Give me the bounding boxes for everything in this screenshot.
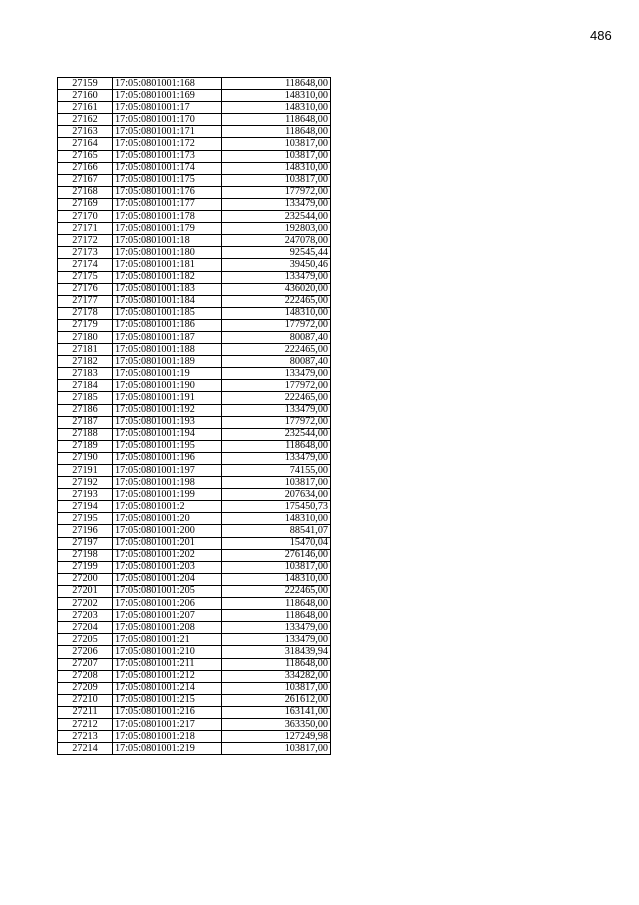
cadastral-number-cell: 17:05:0801001:215	[113, 694, 222, 706]
table-row	[58, 138, 331, 150]
table-row	[58, 404, 331, 416]
table-row	[58, 416, 331, 428]
cadastral-number-cell: 17:05:0801001:170	[113, 114, 222, 126]
row-number-cell: 27195	[58, 513, 113, 525]
cadastral-number-cell: 17:05:0801001:204	[113, 573, 222, 585]
value-cell: 133479,00	[222, 452, 331, 464]
cadastral-number-cell: 17:05:0801001:211	[113, 658, 222, 670]
cadastral-number-cell: 17:05:0801001:180	[113, 247, 222, 259]
cadastral-number-cell: 17:05:0801001:184	[113, 295, 222, 307]
value-cell: 80087,40	[222, 356, 331, 368]
value-cell: 192803,00	[222, 223, 331, 235]
cadastral-number-cell: 17:05:0801001:203	[113, 561, 222, 573]
row-number-cell: 27179	[58, 319, 113, 331]
table-row	[58, 513, 331, 525]
value-cell: 103817,00	[222, 682, 331, 694]
value-cell: 148310,00	[222, 162, 331, 174]
value-cell: 177972,00	[222, 416, 331, 428]
row-number-cell: 27159	[58, 78, 113, 90]
value-cell: 103817,00	[222, 174, 331, 186]
row-number-cell: 27191	[58, 465, 113, 477]
table-row	[58, 694, 331, 706]
table-row	[58, 307, 331, 319]
value-cell: 222465,00	[222, 392, 331, 404]
value-cell: 261612,00	[222, 694, 331, 706]
value-cell: 334282,00	[222, 670, 331, 682]
row-number-cell: 27196	[58, 525, 113, 537]
value-cell: 318439,94	[222, 646, 331, 658]
row-number-cell: 27204	[58, 622, 113, 634]
value-cell: 177972,00	[222, 186, 331, 198]
value-cell: 148310,00	[222, 513, 331, 525]
cadastral-number-cell: 17:05:0801001:199	[113, 489, 222, 501]
table-body	[58, 78, 331, 755]
row-number-cell: 27192	[58, 477, 113, 489]
row-number-cell: 27203	[58, 610, 113, 622]
row-number-cell: 27184	[58, 380, 113, 392]
table-row	[58, 295, 331, 307]
table-row	[58, 162, 331, 174]
row-number-cell: 27188	[58, 428, 113, 440]
cadastral-number-cell: 17:05:0801001:191	[113, 392, 222, 404]
row-number-cell: 27182	[58, 356, 113, 368]
cadastral-number-cell: 17:05:0801001:194	[113, 428, 222, 440]
table-row	[58, 380, 331, 392]
value-cell: 103817,00	[222, 138, 331, 150]
value-cell: 118648,00	[222, 114, 331, 126]
cadastral-number-cell: 17:05:0801001:205	[113, 585, 222, 597]
value-cell: 39450,46	[222, 259, 331, 271]
table-row	[58, 78, 331, 90]
row-number-cell: 27199	[58, 561, 113, 573]
value-cell: 103817,00	[222, 743, 331, 755]
value-cell: 118648,00	[222, 78, 331, 90]
value-cell: 175450,73	[222, 501, 331, 513]
cadastral-number-cell: 17:05:0801001:171	[113, 126, 222, 138]
value-cell: 133479,00	[222, 271, 331, 283]
table-row	[58, 235, 331, 247]
row-number-cell: 27166	[58, 162, 113, 174]
cadastral-number-cell: 17:05:0801001:208	[113, 622, 222, 634]
value-cell: 363350,00	[222, 718, 331, 730]
cadastral-number-cell: 17:05:0801001:182	[113, 271, 222, 283]
cadastral-number-cell: 17:05:0801001:174	[113, 162, 222, 174]
row-number-cell: 27183	[58, 368, 113, 380]
row-number-cell: 27180	[58, 331, 113, 343]
cadastral-number-cell: 17:05:0801001:195	[113, 440, 222, 452]
value-cell: 74155,00	[222, 465, 331, 477]
row-number-cell: 27211	[58, 706, 113, 718]
cadastral-number-cell: 17:05:0801001:185	[113, 307, 222, 319]
value-cell: 222465,00	[222, 585, 331, 597]
table-row	[58, 392, 331, 404]
table-row	[58, 259, 331, 271]
table-row	[58, 525, 331, 537]
cadastral-number-cell: 17:05:0801001:218	[113, 731, 222, 743]
table-row	[58, 622, 331, 634]
row-number-cell: 27164	[58, 138, 113, 150]
value-cell: 133479,00	[222, 622, 331, 634]
table-row	[58, 90, 331, 102]
table-row	[58, 561, 331, 573]
cadastral-number-cell: 17:05:0801001:190	[113, 380, 222, 392]
row-number-cell: 27173	[58, 247, 113, 259]
row-number-cell: 27165	[58, 150, 113, 162]
cadastral-number-cell: 17:05:0801001:177	[113, 198, 222, 210]
value-cell: 118648,00	[222, 598, 331, 610]
value-cell: 276146,00	[222, 549, 331, 561]
cadastral-number-cell: 17:05:0801001:18	[113, 235, 222, 247]
row-number-cell: 27212	[58, 718, 113, 730]
table-row	[58, 465, 331, 477]
row-number-cell: 27167	[58, 174, 113, 186]
table-row	[58, 573, 331, 585]
cadastral-number-cell: 17:05:0801001:196	[113, 452, 222, 464]
row-number-cell: 27174	[58, 259, 113, 271]
row-number-cell: 27187	[58, 416, 113, 428]
row-number-cell: 27178	[58, 307, 113, 319]
cadastral-number-cell: 17:05:0801001:178	[113, 211, 222, 223]
value-cell: 127249,98	[222, 731, 331, 743]
cadastral-number-cell: 17:05:0801001:192	[113, 404, 222, 416]
cadastral-number-cell: 17:05:0801001:179	[113, 223, 222, 235]
table-row	[58, 428, 331, 440]
table-row	[58, 598, 331, 610]
value-cell: 15470,04	[222, 537, 331, 549]
data-table	[57, 77, 331, 755]
value-cell: 177972,00	[222, 319, 331, 331]
cadastral-number-cell: 17:05:0801001:186	[113, 319, 222, 331]
value-cell: 163141,00	[222, 706, 331, 718]
value-cell: 222465,00	[222, 344, 331, 356]
cadastral-number-cell: 17:05:0801001:201	[113, 537, 222, 549]
row-number-cell: 27168	[58, 186, 113, 198]
table-row	[58, 150, 331, 162]
table-row	[58, 174, 331, 186]
value-cell: 88541,07	[222, 525, 331, 537]
value-cell: 222465,00	[222, 295, 331, 307]
cadastral-number-cell: 17:05:0801001:189	[113, 356, 222, 368]
table-row	[58, 646, 331, 658]
table-row	[58, 682, 331, 694]
row-number-cell: 27175	[58, 271, 113, 283]
value-cell: 103817,00	[222, 150, 331, 162]
row-number-cell: 27189	[58, 440, 113, 452]
value-cell: 148310,00	[222, 573, 331, 585]
value-cell: 80087,40	[222, 331, 331, 343]
row-number-cell: 27163	[58, 126, 113, 138]
row-number-cell: 27169	[58, 198, 113, 210]
table-row	[58, 368, 331, 380]
cadastral-number-cell: 17:05:0801001:188	[113, 344, 222, 356]
cadastral-number-cell: 17:05:0801001:206	[113, 598, 222, 610]
table-row	[58, 198, 331, 210]
value-cell: 118648,00	[222, 610, 331, 622]
table-row	[58, 319, 331, 331]
value-cell: 148310,00	[222, 90, 331, 102]
table-row	[58, 440, 331, 452]
value-cell: 177972,00	[222, 380, 331, 392]
row-number-cell: 27161	[58, 102, 113, 114]
cadastral-number-cell: 17:05:0801001:19	[113, 368, 222, 380]
row-number-cell: 27214	[58, 743, 113, 755]
cadastral-number-cell: 17:05:0801001:20	[113, 513, 222, 525]
table-row	[58, 706, 331, 718]
row-number-cell: 27197	[58, 537, 113, 549]
row-number-cell: 27177	[58, 295, 113, 307]
row-number-cell: 27172	[58, 235, 113, 247]
cadastral-number-cell: 17:05:0801001:214	[113, 682, 222, 694]
cadastral-number-cell: 17:05:0801001:173	[113, 150, 222, 162]
value-cell: 436020,00	[222, 283, 331, 295]
cadastral-number-cell: 17:05:0801001:176	[113, 186, 222, 198]
table-row	[58, 610, 331, 622]
cadastral-number-cell: 17:05:0801001:202	[113, 549, 222, 561]
value-cell: 92545,44	[222, 247, 331, 259]
value-cell: 118648,00	[222, 658, 331, 670]
table-row	[58, 501, 331, 513]
value-cell: 148310,00	[222, 102, 331, 114]
table-row	[58, 489, 331, 501]
cadastral-number-cell: 17:05:0801001:183	[113, 283, 222, 295]
cadastral-number-cell: 17:05:0801001:219	[113, 743, 222, 755]
table-row	[58, 731, 331, 743]
table-row	[58, 211, 331, 223]
value-cell: 133479,00	[222, 404, 331, 416]
value-cell: 232544,00	[222, 428, 331, 440]
value-cell: 103817,00	[222, 477, 331, 489]
row-number-cell: 27194	[58, 501, 113, 513]
value-cell: 133479,00	[222, 634, 331, 646]
row-number-cell: 27213	[58, 731, 113, 743]
row-number-cell: 27202	[58, 598, 113, 610]
cadastral-number-cell: 17:05:0801001:210	[113, 646, 222, 658]
value-cell: 232544,00	[222, 211, 331, 223]
cadastral-number-cell: 17:05:0801001:181	[113, 259, 222, 271]
table-row	[58, 102, 331, 114]
row-number-cell: 27190	[58, 452, 113, 464]
cadastral-number-cell: 17:05:0801001:200	[113, 525, 222, 537]
table-row	[58, 344, 331, 356]
table-row	[58, 634, 331, 646]
table-row	[58, 114, 331, 126]
page-number: 486	[590, 28, 612, 43]
cadastral-number-cell: 17:05:0801001:198	[113, 477, 222, 489]
table-row	[58, 126, 331, 138]
row-number-cell: 27170	[58, 211, 113, 223]
cadastral-number-cell: 17:05:0801001:169	[113, 90, 222, 102]
table-row	[58, 247, 331, 259]
row-number-cell: 27201	[58, 585, 113, 597]
row-number-cell: 27200	[58, 573, 113, 585]
cadastral-number-cell: 17:05:0801001:17	[113, 102, 222, 114]
cadastral-number-cell: 17:05:0801001:207	[113, 610, 222, 622]
row-number-cell: 27162	[58, 114, 113, 126]
cadastral-number-cell: 17:05:0801001:187	[113, 331, 222, 343]
value-cell: 133479,00	[222, 198, 331, 210]
cadastral-number-cell: 17:05:0801001:175	[113, 174, 222, 186]
cadastral-number-cell: 17:05:0801001:168	[113, 78, 222, 90]
row-number-cell: 27186	[58, 404, 113, 416]
table-row	[58, 186, 331, 198]
table-row	[58, 477, 331, 489]
cadastral-number-cell: 17:05:0801001:2	[113, 501, 222, 513]
table-row	[58, 585, 331, 597]
row-number-cell: 27185	[58, 392, 113, 404]
cadastral-number-cell: 17:05:0801001:21	[113, 634, 222, 646]
row-number-cell: 27206	[58, 646, 113, 658]
table-row	[58, 549, 331, 561]
row-number-cell: 27205	[58, 634, 113, 646]
cadastral-number-cell: 17:05:0801001:172	[113, 138, 222, 150]
value-cell: 118648,00	[222, 440, 331, 452]
row-number-cell: 27160	[58, 90, 113, 102]
table-row	[58, 223, 331, 235]
table-row	[58, 743, 331, 755]
row-number-cell: 27176	[58, 283, 113, 295]
row-number-cell: 27193	[58, 489, 113, 501]
cadastral-number-cell: 17:05:0801001:197	[113, 465, 222, 477]
row-number-cell: 27171	[58, 223, 113, 235]
cadastral-number-cell: 17:05:0801001:212	[113, 670, 222, 682]
row-number-cell: 27208	[58, 670, 113, 682]
table-row	[58, 452, 331, 464]
row-number-cell: 27209	[58, 682, 113, 694]
row-number-cell: 27198	[58, 549, 113, 561]
value-cell: 103817,00	[222, 561, 331, 573]
table-row	[58, 658, 331, 670]
cadastral-number-cell: 17:05:0801001:217	[113, 718, 222, 730]
table-row	[58, 718, 331, 730]
table-row	[58, 356, 331, 368]
table-row	[58, 331, 331, 343]
value-cell: 133479,00	[222, 368, 331, 380]
row-number-cell: 27207	[58, 658, 113, 670]
value-cell: 148310,00	[222, 307, 331, 319]
row-number-cell: 27181	[58, 344, 113, 356]
cadastral-number-cell: 17:05:0801001:216	[113, 706, 222, 718]
table-row	[58, 271, 331, 283]
table-row	[58, 670, 331, 682]
value-cell: 207634,00	[222, 489, 331, 501]
row-number-cell: 27210	[58, 694, 113, 706]
value-cell: 247078,00	[222, 235, 331, 247]
table-row	[58, 283, 331, 295]
value-cell: 118648,00	[222, 126, 331, 138]
cadastral-number-cell: 17:05:0801001:193	[113, 416, 222, 428]
table-row	[58, 537, 331, 549]
